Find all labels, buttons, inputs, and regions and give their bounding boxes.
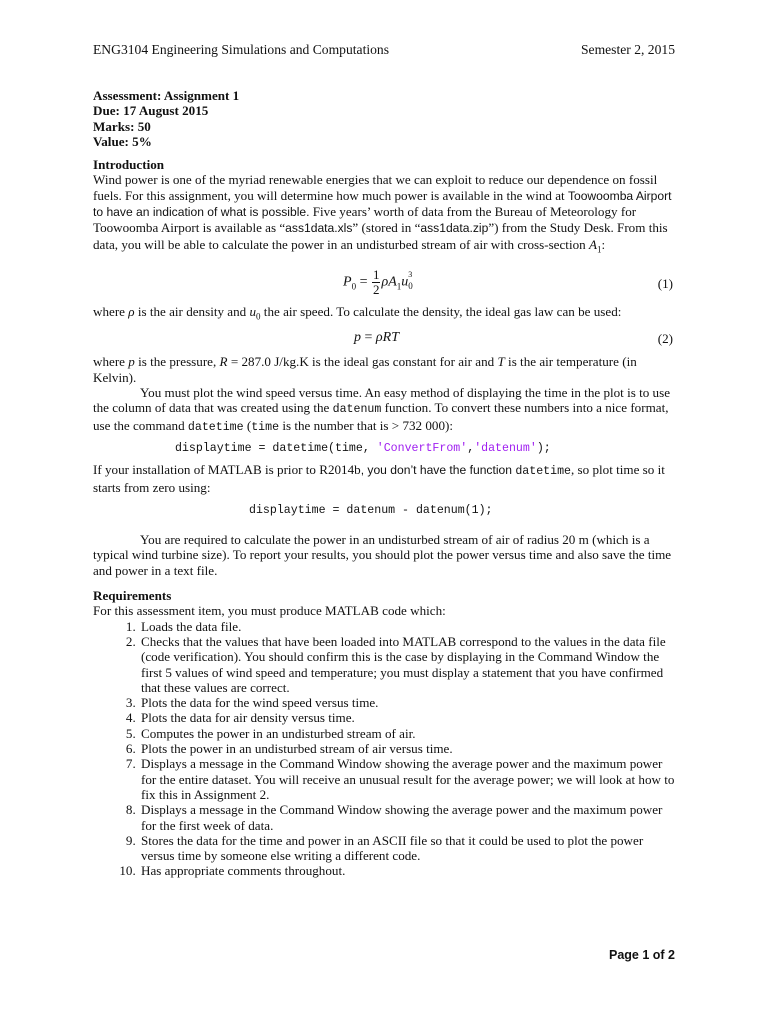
- t-symbol: T: [497, 354, 505, 370]
- code1-string-1: 'ConvertFrom': [376, 441, 468, 455]
- course-title: ENG3104 Engineering Simulations and Computations: [93, 42, 390, 57]
- rho-symbol-2: ρ: [375, 330, 383, 346]
- density-explanation: [93, 304, 677, 325]
- where2-d: is the air temperature (in Kelvin).: [93, 354, 637, 385]
- plot-text-d: is the number that is > 732 000):: [279, 417, 454, 433]
- code1-comma: ,: [467, 441, 475, 455]
- value: Value: 5%: [93, 133, 152, 149]
- list-item: 5. Computes the power in an undisturbed stream of air.: [139, 726, 677, 741]
- one-half-fraction: [372, 268, 381, 297]
- code1-a: displaytime = datetime(time,: [175, 441, 377, 455]
- speed-exponent: 3: [408, 270, 413, 280]
- rho-symbol: ρ: [128, 303, 135, 319]
- matlab-text-c: , so plot time so it starts from zero using:: [93, 462, 665, 495]
- speed-symbol: u: [401, 274, 409, 290]
- where1-c: the air speed. To calculate the density, the ideal gas law can be used:: [260, 303, 622, 319]
- list-item: 7. Displays a message in the Command Window showing the average power and the maximum power for the entire dataset. You will receive an unusual result for the average power; we will look at how to fix this in Assignment 2.: [139, 756, 677, 802]
- power-instructions: You are required to calculate the power in an undisturbed stream of air of radius 20 m (which is a typical wind turbine size). To report your results, you should plot the power versus time and also save the time and power in a text file.: [93, 532, 672, 578]
- zip-filename: ass1data.zip: [420, 221, 489, 236]
- requirements-heading: Requirements: [93, 588, 172, 604]
- where2-a: where: [93, 354, 129, 370]
- pressure-symbol: p: [354, 330, 361, 346]
- speed-indices: [408, 270, 416, 292]
- area-subscript: 1: [596, 244, 602, 255]
- introduction-paragraph: [93, 172, 677, 257]
- power-symbol: P: [343, 274, 352, 290]
- list-item: 1. Loads the data file.: [139, 619, 677, 634]
- requirements-list: [93, 619, 677, 879]
- fraction-numerator: 1: [372, 266, 380, 282]
- u-subscript: 0: [256, 311, 261, 322]
- plot-instructions: [93, 385, 677, 435]
- intro-text-b: Toowoomba Airport to have an indication of what is possible.: [93, 188, 672, 220]
- power-subscript: 0: [351, 281, 357, 292]
- list-item: 6. Plots the power in an undisturbed stream of air versus time.: [139, 741, 677, 756]
- marks: Marks: 50: [93, 118, 151, 134]
- assessment-meta: [93, 88, 677, 149]
- equals-sign: =: [356, 274, 371, 290]
- area-symbol-eq: A: [388, 274, 397, 290]
- semester-label: Semester 2, 2015: [580, 42, 675, 57]
- fraction-denominator: 2: [372, 281, 380, 297]
- equation-1: [93, 264, 677, 304]
- plot-text-b: function. To convert these numbers into a nice format, use the command: [93, 400, 669, 433]
- matlab-version-note: [93, 462, 677, 495]
- r-symbol: R: [219, 354, 228, 370]
- list-item: 2. Checks that the values that have been loaded into MATLAB correspond to the values in the data file (code verification). You should confirm this is the case by displaying in the Command Window the first 5 values of wind speed and temperature; you must display a statement that you have confirmed that these values are correct.: [139, 634, 677, 695]
- list-item: 4. Plots the data for air density versus time.: [139, 710, 677, 725]
- area-symbol: A: [588, 236, 597, 252]
- gas-law-explanation: [93, 354, 677, 385]
- gas-law-equation: [354, 330, 399, 345]
- density-symbol: ρ: [381, 274, 389, 290]
- document-body: [93, 88, 677, 879]
- requirements-lead: For this assessment item, you must produce MATLAB code which:: [93, 603, 446, 619]
- datetime-code-line: [93, 441, 677, 456]
- list-item: 9. Stores the data for the time and power in an ASCII file so that it could be used to plot the power versus time by someone else writing a different code.: [139, 833, 677, 864]
- plot-text-c: (: [243, 417, 252, 433]
- where1-b: is the air density and: [134, 303, 250, 319]
- power-equation: [343, 268, 416, 297]
- time-code: time: [251, 420, 280, 434]
- list-item: 3. Plots the data for the wind speed versus time.: [139, 695, 677, 710]
- plot-text-a: You must plot the wind speed versus time. An easy method of displaying the time in the plot is to use the column of data that was created using the: [93, 385, 671, 416]
- page-number: Page 1 of 2: [609, 948, 675, 962]
- introduction-heading: Introduction: [93, 157, 165, 173]
- datenum-code: datenum: [332, 403, 382, 417]
- rt-symbols: RT: [382, 330, 399, 346]
- intro-text-e: ”) from the Study Desk. From this data, you will be able to calculate the power in an undisturbed stream of air with cross-section: [93, 220, 668, 252]
- matlab-text-b: , you don’t have the function: [360, 463, 516, 478]
- code1-end: );: [536, 441, 551, 455]
- area-sub-eq: 1: [396, 281, 402, 292]
- data-filename: ass1data.xls: [285, 221, 353, 236]
- where2-c: = 287.0 J/kg.K is the ideal gas constant for air and: [227, 354, 498, 370]
- intro-text-c: Five years’ worth of data from the Bureau of Meteorology for Toowoomba Airport is available as “: [93, 204, 637, 236]
- equation-1-number: (1): [657, 275, 673, 291]
- equation-2: [93, 328, 677, 348]
- p-symbol: p: [128, 354, 135, 370]
- datetime-code-2: datetime: [515, 465, 571, 479]
- list-item: 8. Displays a message in the Command Window showing the average power and the maximum power for the first week of data.: [139, 802, 677, 833]
- intro-text-a: Wind power is one of the myriad renewable energies that we can exploit to reduce our dependence on fossil fuels. For this assignment, you will determine how much power is available in the wind at: [93, 172, 658, 203]
- due-date: Due: 17 August 2015: [93, 103, 209, 119]
- u-symbol: u: [249, 303, 257, 319]
- speed-subscript: 0: [408, 281, 413, 292]
- equation-2-number: (2): [657, 331, 673, 347]
- datetime-code: datetime: [187, 420, 244, 434]
- intro-colon: :: [601, 236, 606, 252]
- datenum-code-line: displaytime = datenum - datenum(1);: [249, 503, 493, 517]
- intro-text-d: ” (stored in “: [352, 220, 421, 236]
- list-item: 10. Has appropriate comments throughout.: [139, 863, 677, 878]
- where2-b: is the pressure,: [134, 354, 220, 370]
- code1-string-2: 'datenum': [474, 441, 537, 455]
- matlab-text-a: If your installation of MATLAB is prior to R2014b: [93, 462, 361, 478]
- where1-a: where: [93, 303, 129, 319]
- assessment-title: Assessment: Assignment 1: [93, 88, 240, 103]
- equals-sign-2: =: [361, 330, 376, 346]
